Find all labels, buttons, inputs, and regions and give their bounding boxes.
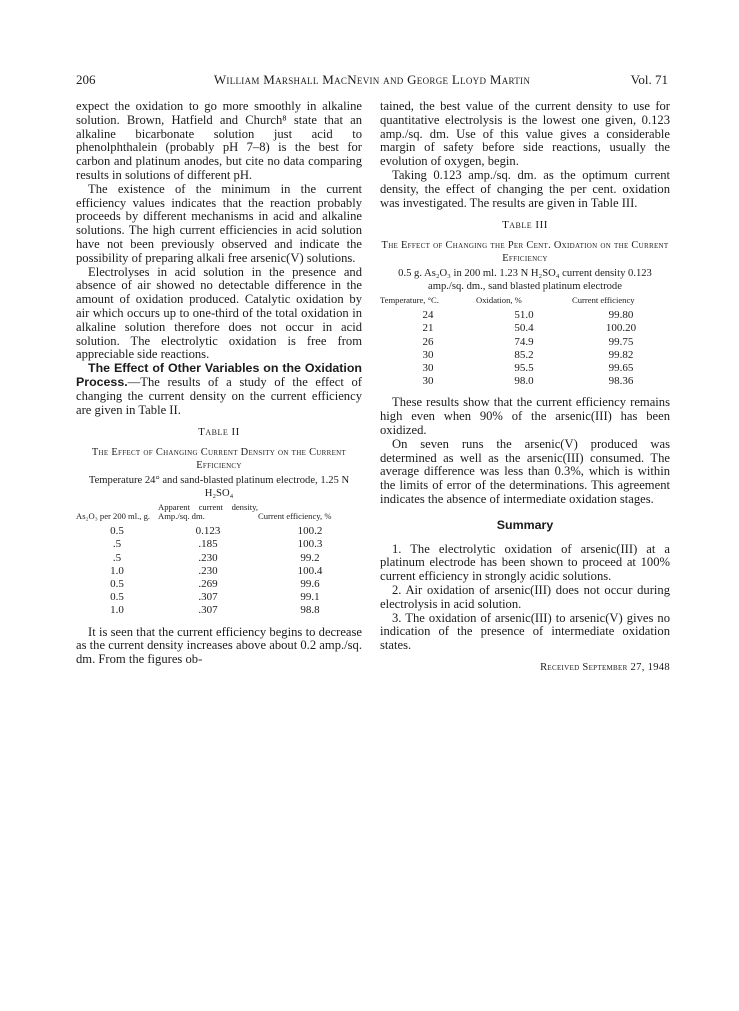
data-table [380, 296, 670, 388]
summary-item: 2. Air oxidation of arsenic(III) does not occur during electrolysis in acid solution. [380, 582, 670, 611]
table-cell: 24 [422, 309, 434, 322]
column-header: As₂O₃ per 200 ml., g. [76, 511, 151, 522]
table-label: Table III [502, 219, 548, 232]
paragraph: These results show that the current efficiency remains high even when 90% of the arsenic(III) has been oxidized. [380, 395, 670, 437]
table-cell: .230 [198, 551, 218, 564]
table-cell: 0.123 [195, 525, 221, 538]
paragraph: Electrolyses in acid solution in the presence and absence of air showed no detectable difference in the amount of oxidation produced. Catalytic oxidation by air which occurs up to one-third of the total oxidation in alkaline solution therefore does not occur in acid solution. The electrolytic oxidation is free from appreciable side reactions. [76, 264, 362, 362]
table-cell: 99.1 [300, 591, 320, 604]
table-row [380, 309, 670, 322]
table-label: Table II [198, 426, 240, 439]
left-column [76, 100, 362, 667]
table-row [380, 336, 670, 349]
table-row [76, 525, 362, 538]
table-cell: .307 [198, 604, 218, 617]
table-cell: 98.0 [514, 375, 534, 388]
table-cell: 50.4 [514, 322, 534, 335]
table-row [76, 604, 362, 617]
table-cell: .5 [112, 538, 122, 551]
table-cell: 95.5 [514, 361, 534, 374]
table-cell: .269 [198, 577, 218, 590]
paragraph: tained, the best value of the current density to use for quantitative electrolysis is the lowest one given, 0.123 amp./sq. dm. Use of this value gives a considerable margin of safety before side reactions, usually the evolution of oxygen, begin. [380, 99, 670, 169]
table-cell: 99.2 [300, 551, 320, 564]
received-date: Received September 27, 1948 [540, 661, 670, 673]
table-cell: 98.36 [608, 375, 634, 388]
paragraph: The existence of the minimum in the current efficiency values indicates that the reaction probably proceeds by different mechanisms in acid and alkaline solutions. The high current efficiencies in acid solution have not been previously observed and indicate the possibility of preparing alkali free arsenic(V) solutions. [76, 181, 362, 265]
page-number: 206 [76, 72, 96, 87]
table-cell: 99.82 [608, 348, 634, 361]
table-cell: 85.2 [514, 348, 534, 361]
table-cell: 99.75 [608, 335, 634, 348]
table-row [76, 591, 362, 604]
table-cell: .5 [112, 551, 122, 564]
table-cell: 1.0 [110, 564, 124, 577]
table-cell: 98.8 [300, 604, 320, 617]
section-heading: The Effect of Other Variables on the Oxidation Process. [76, 361, 362, 389]
table-cell: 30 [422, 348, 434, 361]
table-cell: 51.0 [514, 309, 534, 322]
paragraph: Taking 0.123 amp./sq. dm. as the optimum current density, the effect of changing the per cent. oxidation was investigated. The results are given in Table III. [380, 167, 670, 210]
table-cell: 1.0 [110, 604, 124, 617]
running-title-authors: William Marshall MacNevin and George Lloyd Martin [213, 72, 531, 87]
table-cell: 21 [422, 322, 434, 335]
table-cell: 99.6 [300, 577, 320, 590]
table-cell: .185 [198, 538, 218, 551]
table-cell: 26 [422, 335, 434, 348]
right-column [380, 100, 670, 675]
column-header: Oxidation, % [476, 295, 522, 306]
paragraph: It is seen that the current efficiency begins to decrease as the current density increases above about 0.2 amp./sq. dm. From the figures ob- [76, 624, 362, 667]
table-title: The Effect of Changing the Per Cent. Oxidation on the Current Efficiency [381, 240, 669, 265]
paragraph-text: —The results of a study of the effect of changing the current density on the current efficiency are given in Table II. [76, 374, 362, 417]
summary-item: 3. The oxidation of arsenic(III) to arsenic(V) gives no indication of the presence of intermediate oxidation states. [380, 610, 670, 653]
summary-heading: Summary [496, 517, 554, 532]
table-conditions: 0.5 g. As₂O₃ in 200 ml. 1.23 N H₂SO₄ current density 0.123 amp./sq. dm., sand blasted platinum electrode [398, 268, 652, 292]
data-table [76, 503, 362, 617]
table-row [380, 375, 670, 388]
table-cell: 30 [422, 361, 434, 374]
table-title: The Effect of Changing Current Density on the Current Efficiency [91, 447, 347, 472]
table-cell: 99.65 [608, 361, 634, 374]
running-header [76, 72, 668, 88]
table-row [76, 538, 362, 551]
paragraph: expect the oxidation to go more smoothly in alkaline solution. Brown, Hatfield and Church⁸ state that an alkaline bicarbonate solution just acid to phenolphthalein (probably pH 7–8) is the best for carbon and platinum anodes, but cite no data comparing results in solutions of different pH. [76, 99, 362, 182]
table-row [76, 552, 362, 565]
table-row [380, 349, 670, 362]
table-cell: 100.20 [605, 322, 637, 335]
table-cell: 30 [422, 375, 434, 388]
table-cell: 100.4 [297, 564, 323, 577]
summary-item: 1. The electrolytic oxidation of arsenic(III) at a platinum electrode has been shown to proceed at 100% current efficiency in strongly acidic solutions. [380, 541, 670, 584]
table-row [76, 578, 362, 591]
column-header: Temperature, °C. [380, 295, 439, 306]
table-conditions: Temperature 24° and sand-blasted platinum electrode, 1.25 N H₂SO₄ [88, 475, 350, 499]
table-cell: 99.80 [608, 309, 634, 322]
table-row [380, 362, 670, 375]
table-cell: .307 [198, 591, 218, 604]
column-header: Current efficiency [572, 295, 635, 306]
column-header: Current efficiency, % [258, 511, 332, 522]
table-row [76, 565, 362, 578]
paragraph: On seven runs the arsenic(V) produced was determined as well as the arsenic(III) consumed. The average difference was less than 0.3%, which is within the limits of error of the determinations. This agreement indicates the absence of intermediate oxidation stages. [380, 436, 670, 506]
table-cell: 74.9 [514, 335, 534, 348]
table-row [380, 322, 670, 335]
table-cell: 0.5 [110, 591, 124, 604]
table-cell: 100.2 [297, 525, 323, 538]
table-cell: .230 [198, 564, 218, 577]
table-cell: 0.5 [110, 577, 124, 590]
section-paragraph [76, 362, 362, 417]
table-cell: 0.5 [110, 525, 124, 538]
table-cell: 100.3 [297, 538, 323, 551]
volume-number: Vol. 71 [630, 72, 668, 87]
column-header: Apparent current density, Amp./sq. dm. [158, 502, 258, 522]
